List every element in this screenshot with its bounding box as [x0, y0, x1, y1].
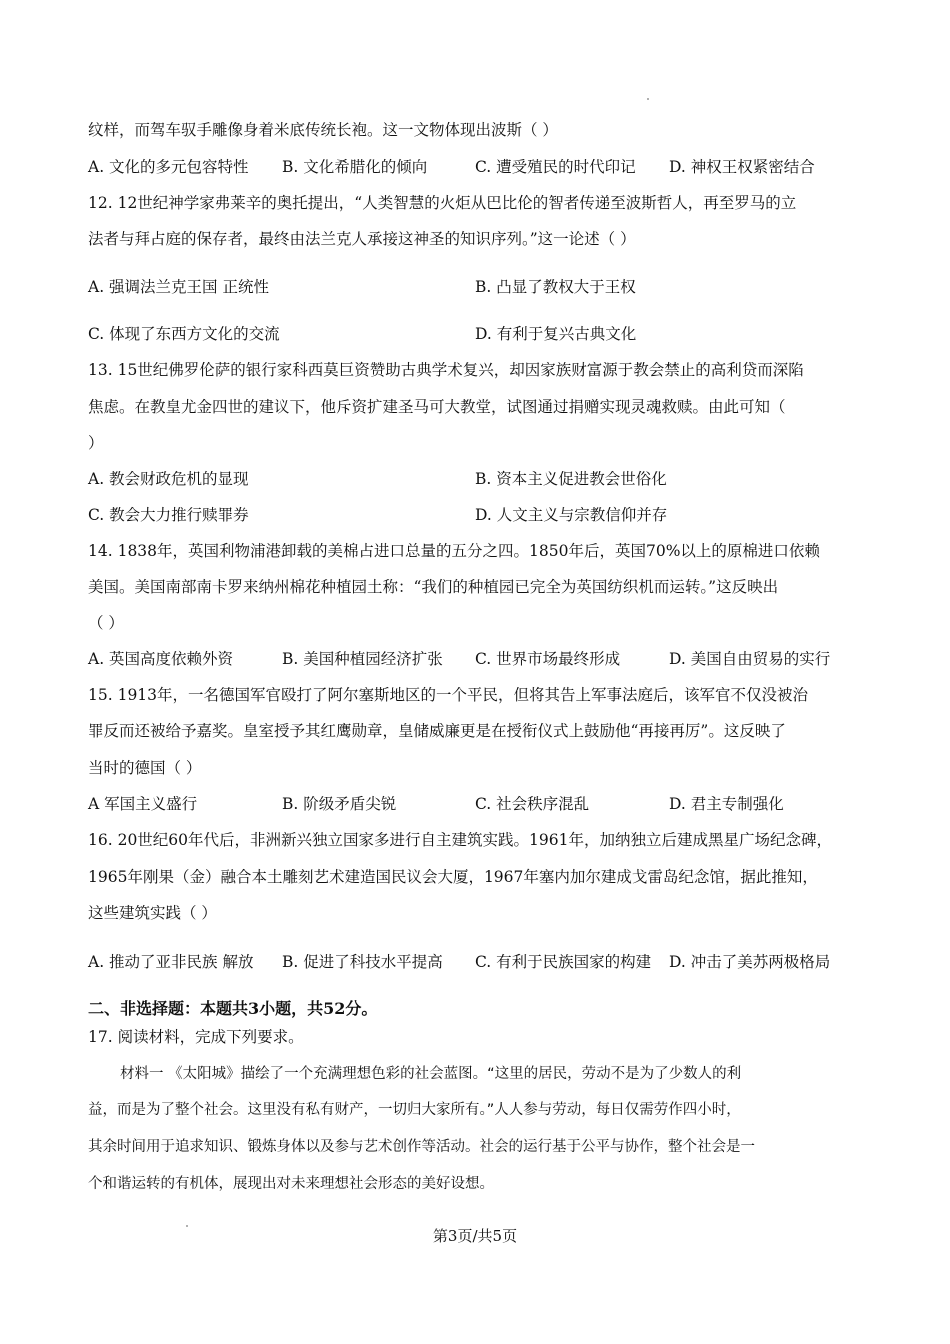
scan-dot: [647, 98, 649, 100]
q11-option-b: B. 文化希腊化的倾向: [282, 158, 428, 176]
q16-stem-line: 1965年刚果（金）融合本土雕刻艺术建造国民议会大厦，1967年塞内加尔建成戈雷岛纪念馆，据此推知，: [88, 868, 818, 886]
q12-option-d: D. 有利于复兴古典文化: [475, 325, 637, 343]
section-heading: 二、非选择题：本题共3小题，共52分。: [88, 999, 378, 1018]
q12-option-a: A. 强调法兰克王国 正统性: [88, 278, 269, 296]
q15-stem-line: 罪反而还被给予嘉奖。皇室授予其红鹰勋章，皇储威廉更是在授衔仪式上鼓励他“再接再厉”。这反映了: [88, 722, 786, 740]
q14-option-c: C. 世界市场最终形成: [475, 650, 621, 668]
q15-stem-line: 15. 1913年，一名德国军官殴打了阿尔塞斯地区的一个平民，但将其告上军事法庭后，该军官不仅没被治: [88, 686, 809, 704]
material-line: 材料一 《太阳城》描绘了一个充满理想色彩的社会蓝图。“这里的居民，劳动不是为了少数人的利: [120, 1066, 742, 1082]
q12-option-b: B. 凸显了教权大于王权: [475, 278, 636, 296]
material-line: 其余时间用于追求知识、锻炼身体以及参与艺术创作等活动。社会的运行基于公平与协作，整个社会是一: [88, 1139, 755, 1155]
q15-option-c: C. 社会秩序混乱: [475, 795, 590, 813]
q13-option-d: D. 人文主义与宗教信仰并存: [475, 506, 668, 524]
q14-option-d: D. 美国自由贸易的实行: [669, 650, 831, 668]
q15-stem-line: 当时的德国（ ）: [88, 759, 202, 777]
q13-stem-line: ）: [88, 434, 104, 452]
material-line: 益，而是为了整个社会。这里没有私有财产，一切归大家所有。”人人参与劳动，每日仅需劳作四小时，: [88, 1102, 741, 1118]
q16-option-a: A. 推动了亚非民族 解放: [88, 953, 254, 971]
q16-option-d: D. 冲击了美苏两极格局: [669, 953, 831, 971]
q16-stem-line: 16. 20世纪60年代后，非洲新兴独立国家多进行自主建筑实践。1961年，加纳独立后建成黑星广场纪念碑，: [88, 831, 832, 849]
q16-stem-line: 这些建筑实践（ ）: [88, 904, 217, 922]
q11-text-line: 纹样，而驾车驭手雕像身着米底传统长袍。这一文物体现出波斯（ ）: [88, 121, 558, 139]
q13-stem-line: 焦虑。在教皇尤金四世的建议下，他斥资扩建圣马可大教堂，试图通过捐赠实现灵魂救赎。由此可知（: [88, 398, 786, 416]
q13-option-c: C. 教会大力推行赎罪券: [88, 506, 249, 524]
q15-option-d: D. 君主专制强化: [669, 795, 784, 813]
q13-option-a: A. 教会财政危机的显现: [88, 470, 249, 488]
q14-stem-line: 美国。美国南部南卡罗来纳州棉花种植园土称：“我们的种植园已完全为英国纺织机而运转。”这反映出: [88, 578, 779, 596]
q14-option-b: B. 美国种植园经济扩张: [282, 650, 443, 668]
q12-option-c: C. 体现了东西方文化的交流: [88, 325, 280, 343]
q13-option-b: B. 资本主义促进教会世俗化: [475, 470, 667, 488]
q12-stem-line: 12. 12世纪神学家弗莱辛的奥托提出，“人类智慧的火炬从巴比伦的智者传递至波斯哲人，再至罗马的立: [88, 194, 797, 212]
q14-stem-line: （ ）: [88, 614, 124, 632]
q17-intro: 17. 阅读材料，完成下列要求。: [88, 1028, 304, 1046]
q16-option-c: C. 有利于民族国家的构建: [475, 953, 652, 971]
q11-option-a: A. 文化的多元包容特性: [88, 158, 249, 176]
q11-option-d: D. 神权王权紧密结合: [669, 158, 815, 176]
q15-option-b: B. 阶级矛盾尖锐: [282, 795, 397, 813]
q14-option-a: A. 英国高度依赖外资: [88, 650, 234, 668]
page-footer: 第3页/共5页: [432, 1227, 518, 1245]
q16-option-b: B. 促进了科技水平提高: [282, 953, 443, 971]
q11-option-c: C. 遭受殖民的时代印记: [475, 158, 636, 176]
q14-stem-line: 14. 1838年，英国利物浦港卸载的美棉占进口总量的五分之四。1850年后，英国70%以上的原棉进口依赖: [88, 542, 820, 560]
q15-option-a: A 军国主义盛行: [88, 795, 198, 813]
material-line: 个和谐运转的有机体，展现出对未来理想社会形态的美好设想。: [88, 1176, 494, 1192]
q12-stem-line: 法者与拜占庭的保存者，最终由法兰克人承接这神圣的知识序列。”这一论述（ ）: [88, 230, 636, 248]
q13-stem-line: 13. 15世纪佛罗伦萨的银行家科西莫巨资赞助古典学术复兴，却因家族财富源于教会禁止的高利贷而深陷: [88, 361, 804, 379]
